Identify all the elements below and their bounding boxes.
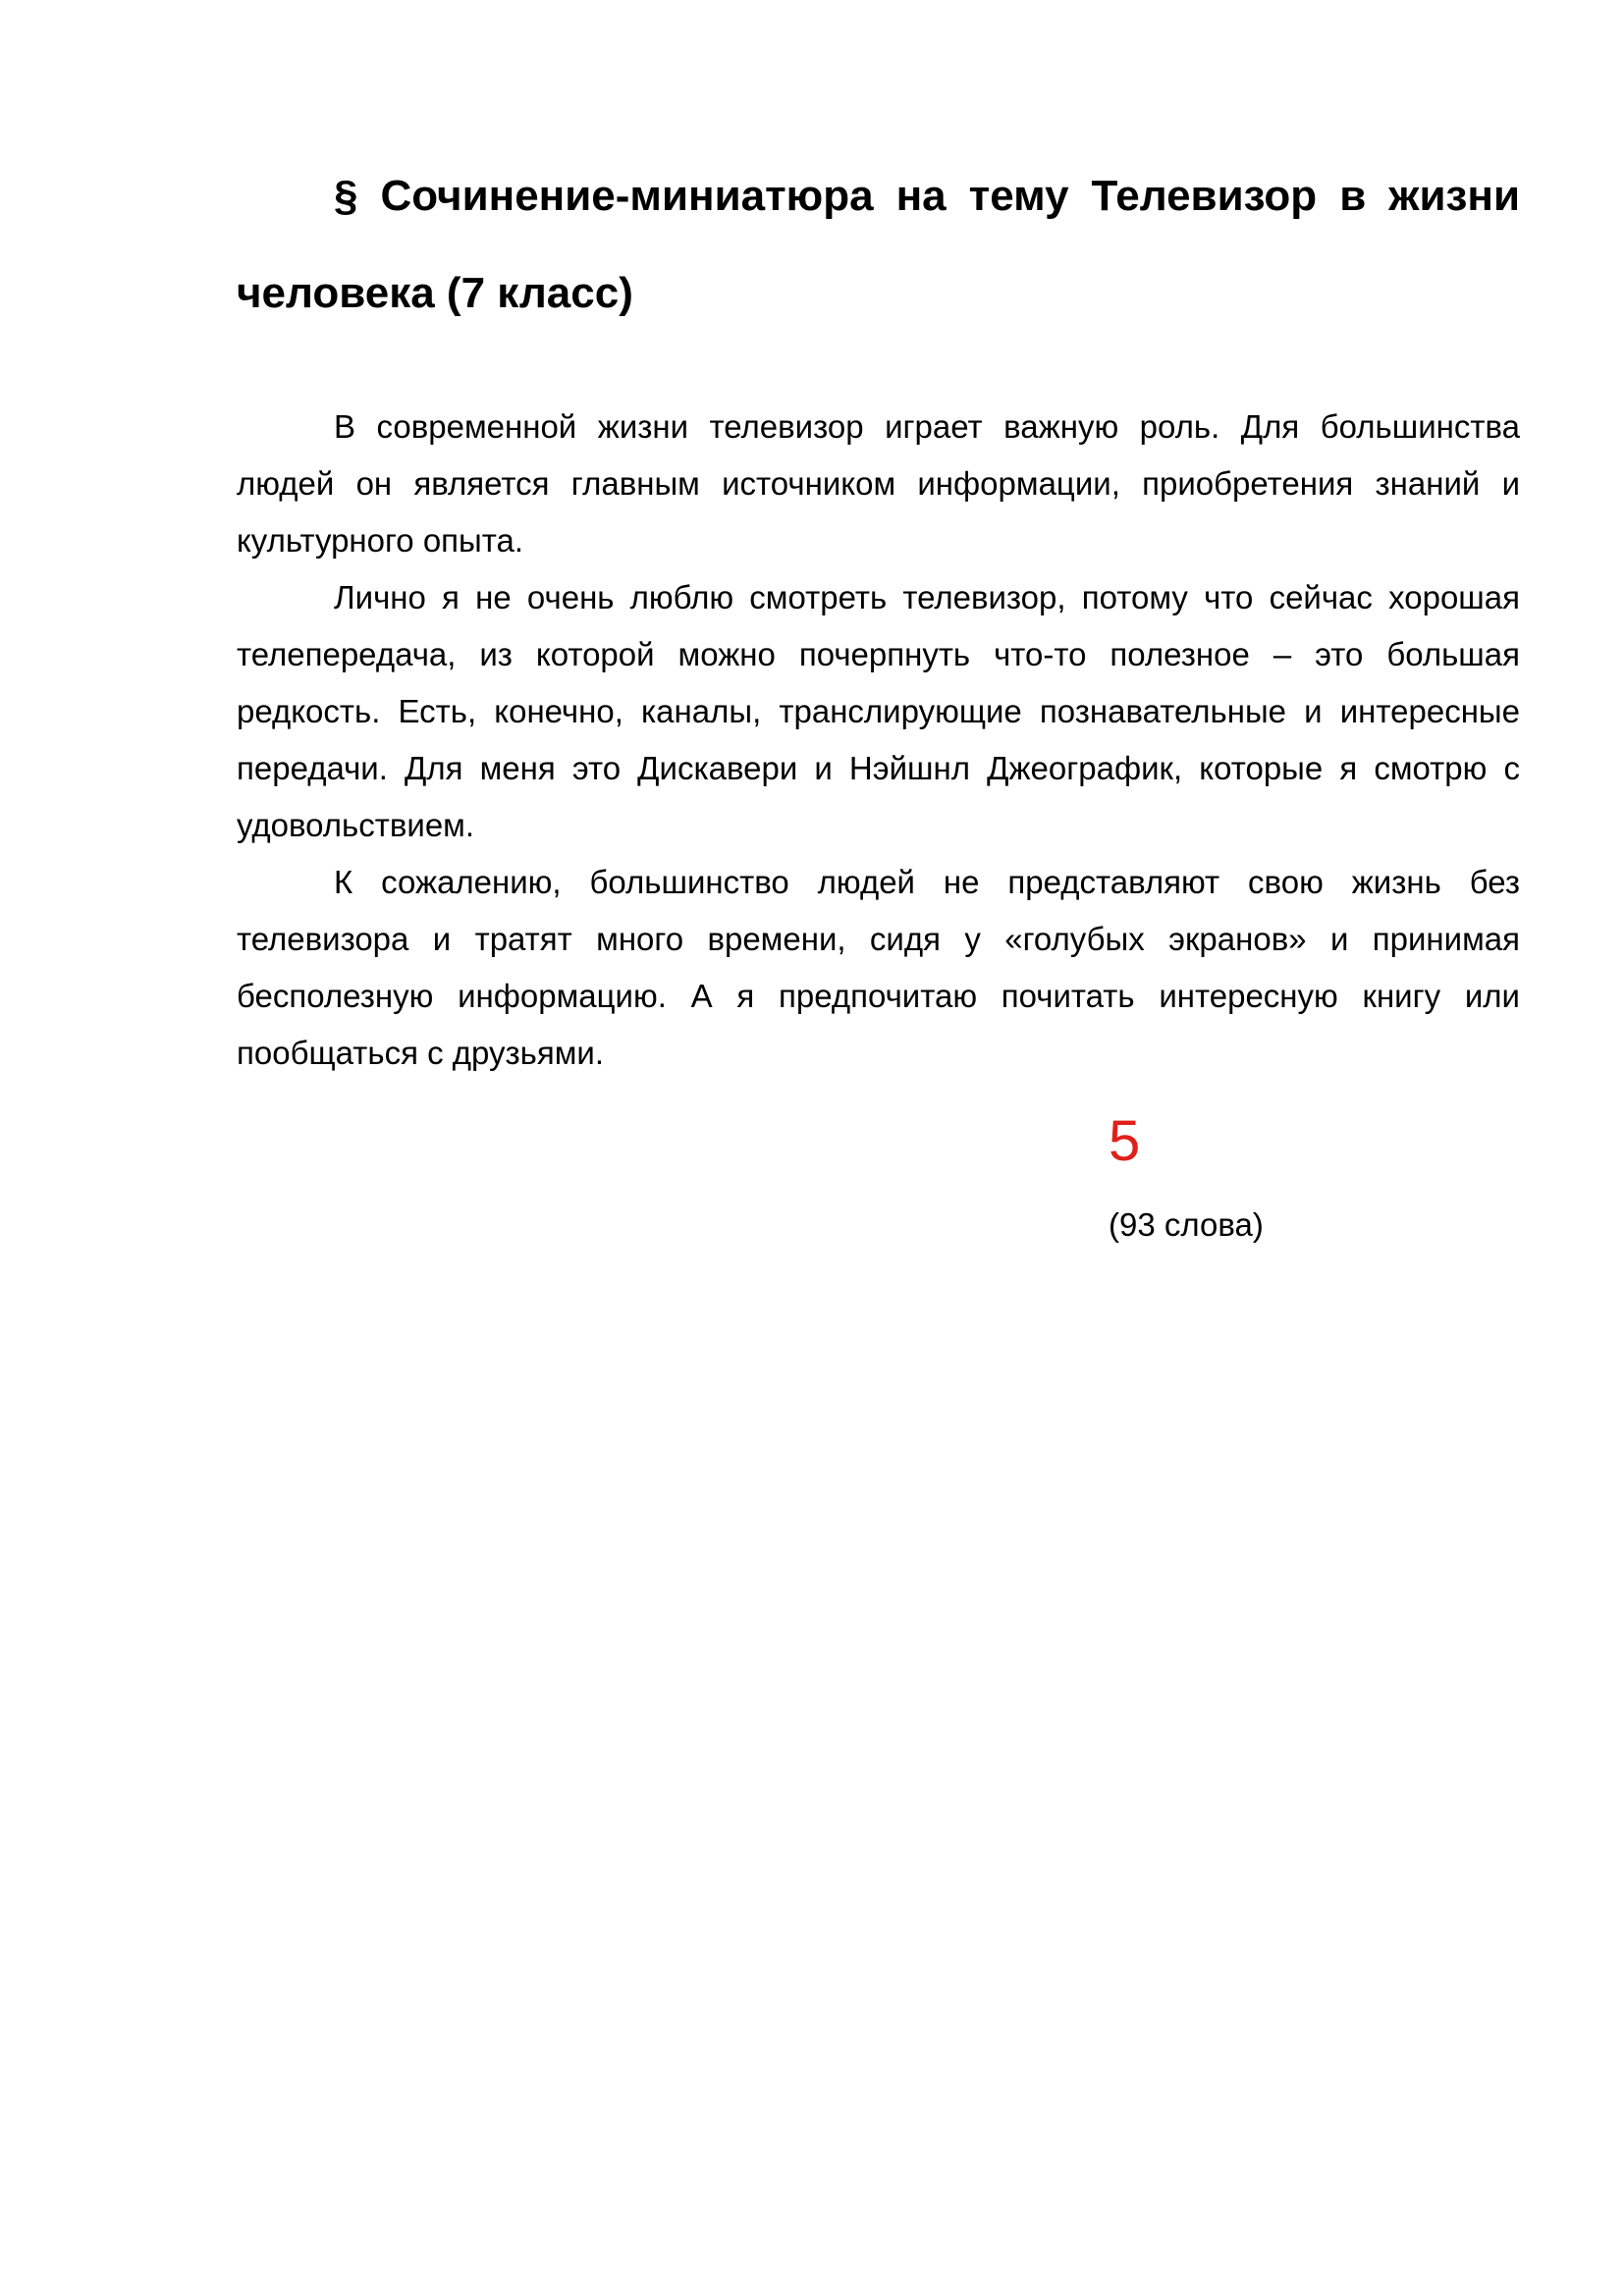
- essay-content: [237, 147, 1520, 1082]
- essay-body: [237, 399, 1520, 1082]
- essay-paragraph-2: Лично я не очень люблю смотреть телевизор, потому что сейчас хорошая телепередача, из которой можно почерпнуть что-то полезное – это большая редкость. Есть, конечно, каналы, транслирующие познавательные и интересные передачи. Для меня это Дискавери и Нэйшнл Джеографик, которые я смотрю с удовольствием.: [237, 579, 1520, 843]
- essay-paragraph-1: В современной жизни телевизор играет важную роль. Для большинства людей он является главным источником информации, приобретения знаний и культурного опыта.: [237, 408, 1520, 559]
- grade-mark: 5: [1109, 1109, 1141, 1173]
- essay-paragraph-3: К сожалению, большинство людей не представляют свою жизнь без телевизора и тратят много времени, сидя у «голубых экранов» и принимая бесполезную информацию. А я предпочитаю почитать интересную книгу или пообщаться с друзьями.: [237, 864, 1520, 1071]
- word-count-note: (93 слова): [1109, 1206, 1264, 1243]
- essay-title: § Сочинение-миниатюра на тему Телевизор в жизни человека (7 класс): [237, 172, 1520, 317]
